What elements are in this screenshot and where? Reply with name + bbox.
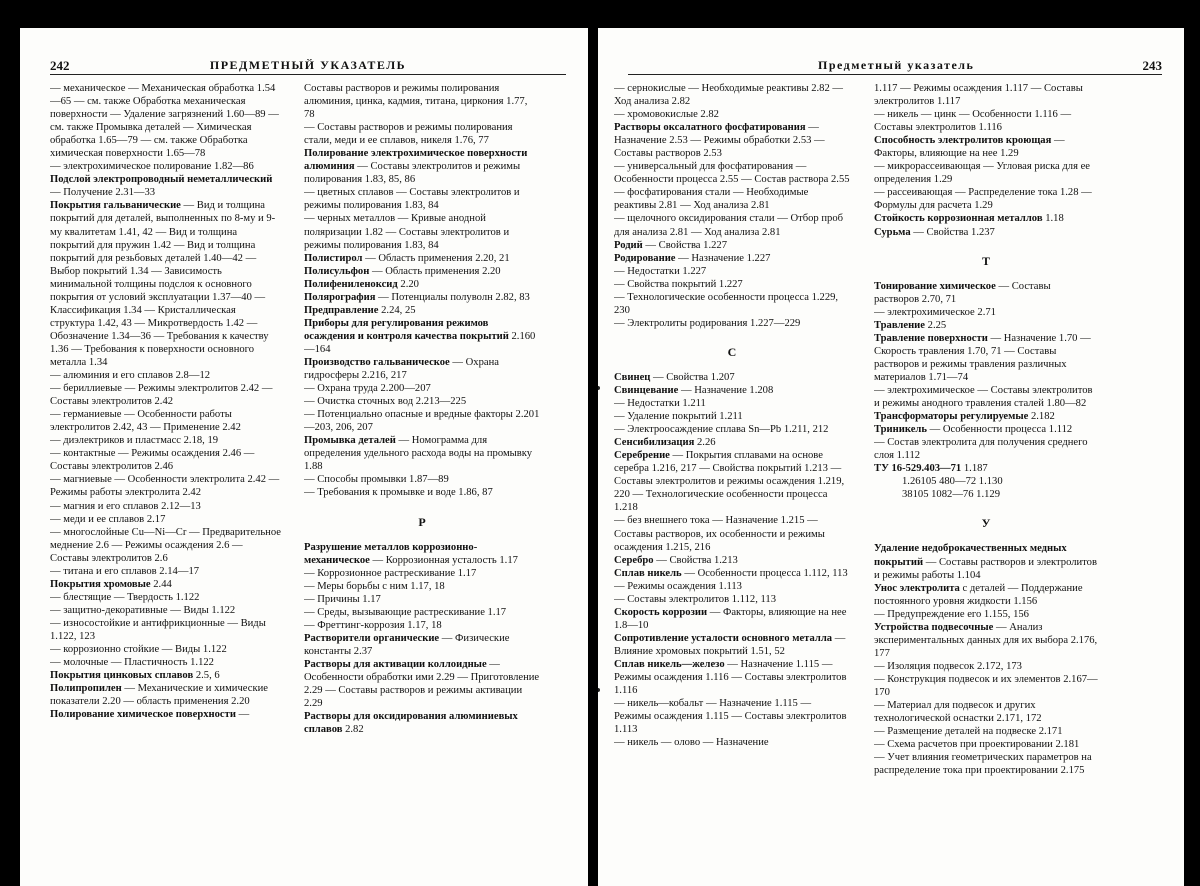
index-refs: — Назначение 1.227 <box>675 252 771 264</box>
index-entry <box>614 632 850 658</box>
index-refs: — Недостатки 1.227 <box>614 265 707 277</box>
margin-mark <box>598 688 600 692</box>
index-refs: 1.187 <box>961 463 988 475</box>
index-entry <box>304 291 540 304</box>
index-entry <box>304 121 540 147</box>
left-column-1 <box>50 82 282 882</box>
index-entry <box>50 408 282 434</box>
index-refs: — Область применения 2.20, 21 <box>362 252 510 264</box>
index-entry <box>874 82 1098 108</box>
index-entry <box>874 751 1098 777</box>
index-entry <box>874 212 1098 225</box>
index-entry <box>304 147 540 186</box>
index-entry <box>304 304 540 317</box>
index-refs: — Очистка сточных вод 2.213—225 <box>304 396 467 408</box>
index-entry <box>304 408 540 434</box>
index-refs: — Составы растворов 2.70, 71 <box>874 280 1051 305</box>
index-term: Травление <box>874 319 925 331</box>
section-letter: Т <box>981 253 990 268</box>
index-refs: — Механические и химические показатели 2.20 — область применения 2.20 <box>50 683 268 708</box>
index-refs: — Состав электролита для получения среднего слоя 1.112 <box>874 437 1088 462</box>
index-refs: — Покрытия сплавами на основе серебра 1.216, 217 — Свойства покрытий 1.213 — Составы электролитов и режимы осаждения 1.219, 220 — Технологические особенности процесса 1.218 <box>614 450 845 514</box>
index-entry <box>874 280 1098 306</box>
margin-mark <box>598 386 600 390</box>
index-term: Растворы оксалатного фосфатирования <box>614 122 806 134</box>
index-refs: — Факторы, влияющие на нее 1.8—10 <box>614 606 847 631</box>
index-refs: — рассеивающая — Распределение тока 1.28 — Формулы для расчета 1.29 <box>874 187 1092 212</box>
index-refs: 2.25 <box>925 319 947 331</box>
index-refs: — цветных сплавов — Составы электролитов и режимы полирования 1.83, 84 <box>304 187 520 212</box>
index-refs: — никель—кобальт — Назначение 1.115 — Режимы осаждения 1.115 — Составы электролитов 1.113 <box>614 698 847 736</box>
index-term: Полифениленоксид <box>304 278 398 290</box>
index-entry <box>614 317 850 330</box>
index-term: Промывка деталей <box>304 435 396 447</box>
index-refs: — Способы промывки 1.87—89 <box>304 474 449 486</box>
index-entry <box>614 291 850 317</box>
index-entry <box>304 658 540 710</box>
index-refs: — черных металлов — Кривые анодной поляризации 1.82 — Составы электролитов и режимы полирования 1.83, 84 <box>304 213 510 251</box>
index-refs: — Удаление покрытий 1.211 <box>614 411 743 423</box>
index-entry <box>304 382 540 395</box>
index-entry <box>874 699 1098 725</box>
index-entry <box>874 462 1098 475</box>
index-refs: — Свойства 1.207 <box>650 371 735 383</box>
index-entry <box>874 160 1098 186</box>
index-refs: — Охрана гидросферы 2.216, 217 <box>304 356 499 382</box>
index-entry <box>874 608 1098 621</box>
index-refs: — коррозионно стойкие — Виды 1.122 <box>50 644 227 656</box>
index-entry <box>304 265 540 278</box>
index-term: Производство гальваническое <box>304 356 450 368</box>
index-refs: — Электроосаждение сплава Sn—Pb 1.211, 212 <box>614 424 829 436</box>
index-entry <box>304 82 540 121</box>
index-entry <box>614 736 850 749</box>
index-entry <box>874 332 1098 384</box>
index-refs: — Получение 2.31—33 <box>50 187 156 199</box>
index-refs: — Потенциалы полуволн 2.82, 83 <box>375 291 530 303</box>
index-term: Подслой электропроводный неметаллический <box>50 174 273 186</box>
index-refs: — молочные — Пластичность 1.122 <box>50 657 214 669</box>
index-entry <box>874 186 1098 212</box>
index-entry <box>304 252 540 265</box>
index-term: Приборы для регулирования режимов осаждения и контроля качества покрытий <box>304 317 509 342</box>
left-page <box>20 28 588 886</box>
index-entry <box>614 567 850 580</box>
index-term: Покрытия цинковых сплавов <box>50 670 194 682</box>
index-term: Устройства подвесочные <box>874 621 994 633</box>
index-entry <box>614 606 850 632</box>
index-entry <box>614 160 850 186</box>
index-entry <box>614 436 850 449</box>
index-term: Сплав никель <box>614 567 682 579</box>
index-refs: — электрохимическое — Составы электролитов и режимы анодного травления сталей 1.80—82 <box>874 384 1093 410</box>
index-entry <box>614 371 850 384</box>
index-entry <box>614 593 850 606</box>
index-term: Свинец <box>614 371 651 383</box>
index-term: Растворы для оксидирования алюминиевых сплавов <box>304 711 518 736</box>
index-refs: — никель — цинк — Особенности 1.116 — Составы электролитов 1.116 <box>874 109 1072 134</box>
section-letter: С <box>727 344 737 359</box>
index-refs: — Учет влияния геометрических параметров на распределение тока при проектировании 2.175 <box>874 752 1092 777</box>
index-refs: — Конструкция подвесок и их элементов 2.167—170 <box>874 673 1098 698</box>
index-refs: — Схема расчетов при проектировании 2.181 <box>874 739 1080 751</box>
index-refs: — Составы электролитов и режимы полирования 1.83, 85, 86 <box>304 161 521 186</box>
right-page-number: 243 <box>1142 58 1162 73</box>
index-refs: — Материал для подвесок и других технологической оснастки 2.171, 172 <box>874 700 1042 725</box>
index-term: Скорость коррозии <box>614 606 708 618</box>
index-entry <box>50 708 282 721</box>
index-term: Удаление недоброкачественных медных покрытий <box>874 543 1067 568</box>
index-entry <box>614 697 850 736</box>
index-entry <box>50 173 282 199</box>
index-refs: 2.5, 6 <box>193 670 220 682</box>
index-refs: — Среды, вызывающие растрескивание 1.17 <box>304 606 507 618</box>
index-term: Разрушение металлов коррозионно-механическое <box>304 541 478 566</box>
index-entry <box>304 541 540 567</box>
section-letter: У <box>981 516 991 531</box>
index-refs: — Назначение 1.208 <box>678 384 774 396</box>
index-refs: — Область применения 2.20 <box>369 265 501 277</box>
index-entry <box>304 710 540 736</box>
index-refs: — износостойкие и антифрикционные — Виды 1.122, 123 <box>50 617 266 642</box>
index-refs: 2.160—164 <box>304 330 536 355</box>
index-refs: — Свойства 1.213 <box>653 554 738 566</box>
index-refs: — германиевые — Особенности работы электролитов 2.42, 43 — Применение 2.42 <box>50 409 241 434</box>
index-entry <box>874 226 1098 239</box>
index-refs: — Свойства 1.227 <box>642 239 727 251</box>
left-page-number: 242 <box>50 58 70 73</box>
index-term: Трансформаторы регулируемые <box>874 411 1029 423</box>
index-refs: — Электролиты родирования 1.227—229 <box>614 317 801 329</box>
index-refs: — бериллиевые — Режимы электролитов 2.42 — Составы электролитов 2.42 <box>50 383 273 408</box>
index-refs: — Причины 1.17 <box>304 593 381 605</box>
index-term: Полирование химическое поверхности <box>50 709 236 721</box>
index-entry <box>50 604 282 617</box>
index-entry <box>614 514 850 553</box>
index-refs: — Особенности процесса 1.112 <box>926 424 1073 436</box>
index-entry <box>874 319 1098 332</box>
index-entry <box>614 278 850 291</box>
index-entry <box>874 384 1098 410</box>
index-entry <box>50 617 282 643</box>
index-refs: — механическое — Механическая обработка 1.54—65 — см. также Обработка механическая поверхности — Удаление загрязнений 1.60—89 — см. также Промывка деталей — Химическая обработка 1.65—79 — см. также Обработка химическая поверхности 1.65—78 <box>50 83 279 160</box>
index-refs: с деталей — Поддержание постоянного уровня жидкости 1.156 <box>874 582 1083 607</box>
index-refs: — магния и его сплавов 2.12—13 <box>50 500 201 512</box>
index-entry: 1.26105 480—72 1.130 <box>902 476 1003 488</box>
index-entry <box>50 500 282 513</box>
index-entry <box>50 199 282 369</box>
index-entry <box>874 621 1098 660</box>
index-term: Покрытия хромовые <box>50 578 151 590</box>
index-entry <box>304 606 540 619</box>
index-entry <box>50 526 282 565</box>
index-refs: — Недостатки 1.211 <box>614 398 706 410</box>
index-entry <box>304 619 540 632</box>
right-page <box>598 28 1184 886</box>
index-refs: — магниевые — Особенности электролита 2.42 — Режимы работы электролита 2.42 <box>50 474 280 499</box>
left-column-2 <box>304 82 540 882</box>
index-entry <box>304 486 540 499</box>
index-refs: — микрорассеивающая — Угловая риска для ее определения 1.29 <box>874 161 1091 186</box>
index-refs: — Изоляция подвесок 2.172, 173 <box>874 660 1022 672</box>
index-entry <box>50 434 282 447</box>
index-term: Полипропилен <box>50 683 122 695</box>
index-entry <box>304 580 540 593</box>
index-entry <box>50 160 282 173</box>
index-term: Стойкость коррозионная металлов <box>874 213 1043 225</box>
index-refs: — Требования к промывке и воде 1.86, 87 <box>304 487 493 499</box>
index-refs: — Составы электролитов 1.112, 113 <box>614 593 776 605</box>
index-entry <box>614 423 850 436</box>
index-refs: — Номограмма для определения удельного расхода воды на промывку 1.88 <box>304 435 533 473</box>
index-refs: 1.117 — Режимы осаждения 1.117 — Составы электролитов 1.117 <box>874 83 1083 108</box>
index-entry <box>614 239 850 252</box>
index-entry <box>304 356 540 382</box>
left-page-header <box>50 58 566 75</box>
index-entry <box>50 447 282 473</box>
index-refs: — алюминия и его сплавов 2.8—12 <box>50 370 211 382</box>
index-refs: 2.24, 25 <box>378 304 416 316</box>
index-refs: — Свойства 1.237 <box>910 226 995 238</box>
index-term: Покрытия гальванические <box>50 200 181 212</box>
index-entry <box>50 578 282 591</box>
index-refs: — Вид и толщина покрытий для деталей, выполненных по 8-му и 9-му квалитетам 1.41, 42 — Вид и толщина покрытий для пружин 1.42 — Вид и толщина покрытий для резьбовых деталей 1.40—42 — Выбор покрытий 1.34 — Зависимость минимальной толщины подслоя к основного покрытия от условий эксплуатации 1.37—40 — Классификация 1.34 — Кристаллическая структура 1.42, 43 — Микротвердость 1.42 — Обозначение 1.34—36 — Требования к качеству 1.36 — Требования к поверхности основного металла 1.34 <box>50 200 276 368</box>
index-entry <box>304 473 540 486</box>
index-entry <box>50 382 282 408</box>
index-refs: — Потенциально опасные и вредные факторы 2.201—203, 206, 207 <box>304 409 540 434</box>
index-refs: — хромовокислые 2.82 <box>614 109 719 121</box>
index-entry <box>50 513 282 526</box>
index-entry <box>50 669 282 682</box>
right-page-header <box>628 58 1162 75</box>
index-entry <box>874 134 1098 160</box>
index-refs: 2.44 <box>150 578 172 590</box>
index-term: Свинцевание <box>614 384 679 396</box>
index-term: Полярография <box>304 291 376 303</box>
index-refs: — Особенности процесса 1.112, 113 <box>681 567 848 579</box>
index-entry <box>874 673 1098 699</box>
index-entry <box>304 395 540 408</box>
index-term: Серебро <box>614 554 654 566</box>
index-refs: — Режимы осаждения 1.113 <box>614 580 742 592</box>
index-term: Сенсибилизация <box>614 437 695 449</box>
left-running-title: ПРЕДМЕТНЫЙ УКАЗАТЕЛЬ <box>209 58 407 72</box>
index-refs: — Предупреждение его 1.155, 156 <box>874 608 1029 620</box>
index-entry <box>874 410 1098 423</box>
index-term: Травление поверхности <box>874 332 988 344</box>
index-refs: — Составы растворов и режимы полирования стали, меди и ее сплавов, никеля 1.76, 77 <box>304 122 513 147</box>
index-entry <box>874 582 1098 608</box>
index-term: Родий <box>614 239 643 251</box>
index-refs: — Составы растворов и электролитов и режимы работы 1.104 <box>874 556 1097 581</box>
index-refs: — Технологические особенности процесса 1.229, 230 <box>614 291 839 316</box>
index-refs: — Меры борьбы с ним 1.17, 18 <box>304 580 445 592</box>
index-refs: — Особенности обработки ими 2.29 — Приготовление 2.29 — Составы растворов и режимы активации 2.29 <box>304 658 540 710</box>
index-entry <box>614 108 850 121</box>
index-refs: — <box>235 709 250 721</box>
index-entry <box>614 384 850 397</box>
index-refs: — электрохимическое 2.71 <box>874 306 996 318</box>
index-refs: — Размещение деталей на подвеске 2.171 <box>874 726 1063 738</box>
index-refs: — Коррозионное растрескивание 1.17 <box>304 567 477 579</box>
index-refs: — сернокислые — Необходимые реактивы 2.82 — Ход анализа 2.82 <box>614 83 843 108</box>
index-entry <box>304 317 540 356</box>
index-entry <box>304 567 540 580</box>
index-refs: — диэлектриков и пластмасс 2.18, 19 <box>50 435 219 447</box>
index-entry <box>50 591 282 604</box>
index-entry <box>614 410 850 423</box>
index-entry <box>614 449 850 514</box>
index-refs: 2.182 <box>1028 411 1055 423</box>
index-entry <box>614 82 850 108</box>
index-entry <box>50 82 282 160</box>
index-term: Предправление <box>304 304 379 316</box>
index-entry <box>614 397 850 410</box>
index-refs: — Коррозионная усталость 1.17 <box>369 554 518 566</box>
index-term: Унос электролита <box>874 582 960 594</box>
index-term: Сплав никель—железо <box>614 658 725 670</box>
index-term: Триникель <box>874 424 927 436</box>
index-entry <box>304 434 540 473</box>
index-refs: — Назначение 1.115 — Режимы осаждения 1.116 — Составы электролитов 1.116 <box>614 658 847 697</box>
index-term: Растворители органические <box>304 632 440 644</box>
index-term: Родирование <box>614 252 676 264</box>
index-term: Серебрение <box>614 450 670 462</box>
index-term: Тонирование химическое <box>874 280 996 292</box>
index-entry <box>874 306 1098 319</box>
index-refs: 2.20 <box>397 278 419 290</box>
index-entry <box>614 186 850 212</box>
index-entry <box>614 265 850 278</box>
index-entry <box>304 593 540 606</box>
index-refs: — Физические константы 2.37 <box>304 632 510 657</box>
index-refs: — контактные — Режимы осаждения 2.46 — Составы электролитов 2.46 <box>50 448 255 473</box>
section-letter: Р <box>418 514 426 529</box>
index-entry <box>614 580 850 593</box>
index-term: Полисульфон <box>304 265 370 277</box>
index-refs: — блестящие — Твердость 1.122 <box>50 591 200 603</box>
index-term: Способность электролитов кроющая <box>874 135 1052 147</box>
index-refs: — меди и ее сплавов 2.17 <box>50 513 166 525</box>
index-refs: — Свойства покрытий 1.227 <box>614 278 743 290</box>
index-entry: 38105 1082—76 1.129 <box>902 489 1000 501</box>
index-refs: — универсальный для фосфатирования — Особенности процесса 2.55 — Состав раствора 2.55 <box>614 161 850 186</box>
index-entry <box>304 632 540 658</box>
index-refs: 2.82 <box>342 724 364 736</box>
index-term: Сопротивление усталости основного металла <box>614 632 833 644</box>
index-refs: — никель — олово — Назначение <box>614 737 769 749</box>
index-refs: — электрохимическое полирование 1.82—86 <box>50 161 254 173</box>
index-refs: — защитно-декоративные — Виды 1.122 <box>50 604 236 616</box>
index-entry <box>614 212 850 238</box>
index-entry <box>874 423 1098 436</box>
right-running-title: Предметный указатель <box>818 58 975 72</box>
index-refs: — Анализ экспериментальных данных для их выбора 2.176, 177 <box>874 621 1098 659</box>
index-entry <box>874 725 1098 738</box>
index-term: ТУ 16-529.403—71 <box>874 463 962 475</box>
index-entry <box>874 436 1098 462</box>
index-refs: — фосфатирования стали — Необходимые реактивы 2.81 — Ход анализа 2.81 <box>614 187 809 212</box>
index-entry <box>614 252 850 265</box>
index-entry <box>50 473 282 499</box>
index-refs: — Влияние хромовых покрытий 1.51, 52 <box>614 632 846 657</box>
index-term: Полирование электрохимическое поверхности алюминия <box>304 148 528 173</box>
index-entry <box>874 108 1098 134</box>
index-entry <box>874 738 1098 751</box>
index-term: Полистирол <box>304 252 363 264</box>
index-entry <box>614 554 850 567</box>
index-refs: — без внешнего тока — Назначение 1.215 — Составы растворов, их особенности и режимы осаждения 1.215, 216 <box>614 515 825 553</box>
index-refs: 1.18 <box>1042 213 1064 225</box>
index-refs: 2.26 <box>694 437 716 449</box>
index-entry <box>50 369 282 382</box>
index-entry <box>50 656 282 669</box>
index-refs: — многослойные Cu—Ni—Cr — Предварительное меднение 2.6 — Режимы осаждения 2.6 — Составы электролитов 2.6 <box>50 526 281 564</box>
index-entry <box>614 121 850 160</box>
index-entry <box>50 565 282 578</box>
index-refs: — Назначение 2.53 — Режимы обработки 2.53 — Составы растворов 2.53 <box>614 122 825 160</box>
index-entry <box>304 212 540 251</box>
index-refs: Составы растворов и режимы полирования алюминия, цинка, кадмия, титана, циркония 1.77, 78 <box>304 83 528 121</box>
index-refs: — Охрана труда 2.200—207 <box>304 383 431 395</box>
index-refs: — Назначение 1.70 — Скорость травления 1.70, 71 — Составы растворов и режимы травления различных материалов 1.71—74 <box>874 332 1091 383</box>
index-entry <box>50 643 282 656</box>
index-refs: — Факторы, влияющие на нее 1.29 <box>874 135 1065 160</box>
index-entry <box>874 542 1098 581</box>
index-refs: — титана и его сплавов 2.14—17 <box>50 565 200 577</box>
index-term: Растворы для активации коллоидные <box>304 658 487 670</box>
index-refs: — Фреттинг-коррозия 1.17, 18 <box>304 619 442 631</box>
right-column-1 <box>614 82 850 882</box>
index-entry <box>874 660 1098 673</box>
index-entry <box>304 278 540 291</box>
index-refs: — щелочного оксидирования стали — Отбор проб для анализа 2.81 — Ход анализа 2.81 <box>614 213 844 238</box>
index-term: Сурьма <box>874 226 911 238</box>
index-entry <box>304 186 540 212</box>
index-entry <box>50 682 282 708</box>
index-entry <box>614 658 850 697</box>
right-column-2 <box>874 82 1098 882</box>
